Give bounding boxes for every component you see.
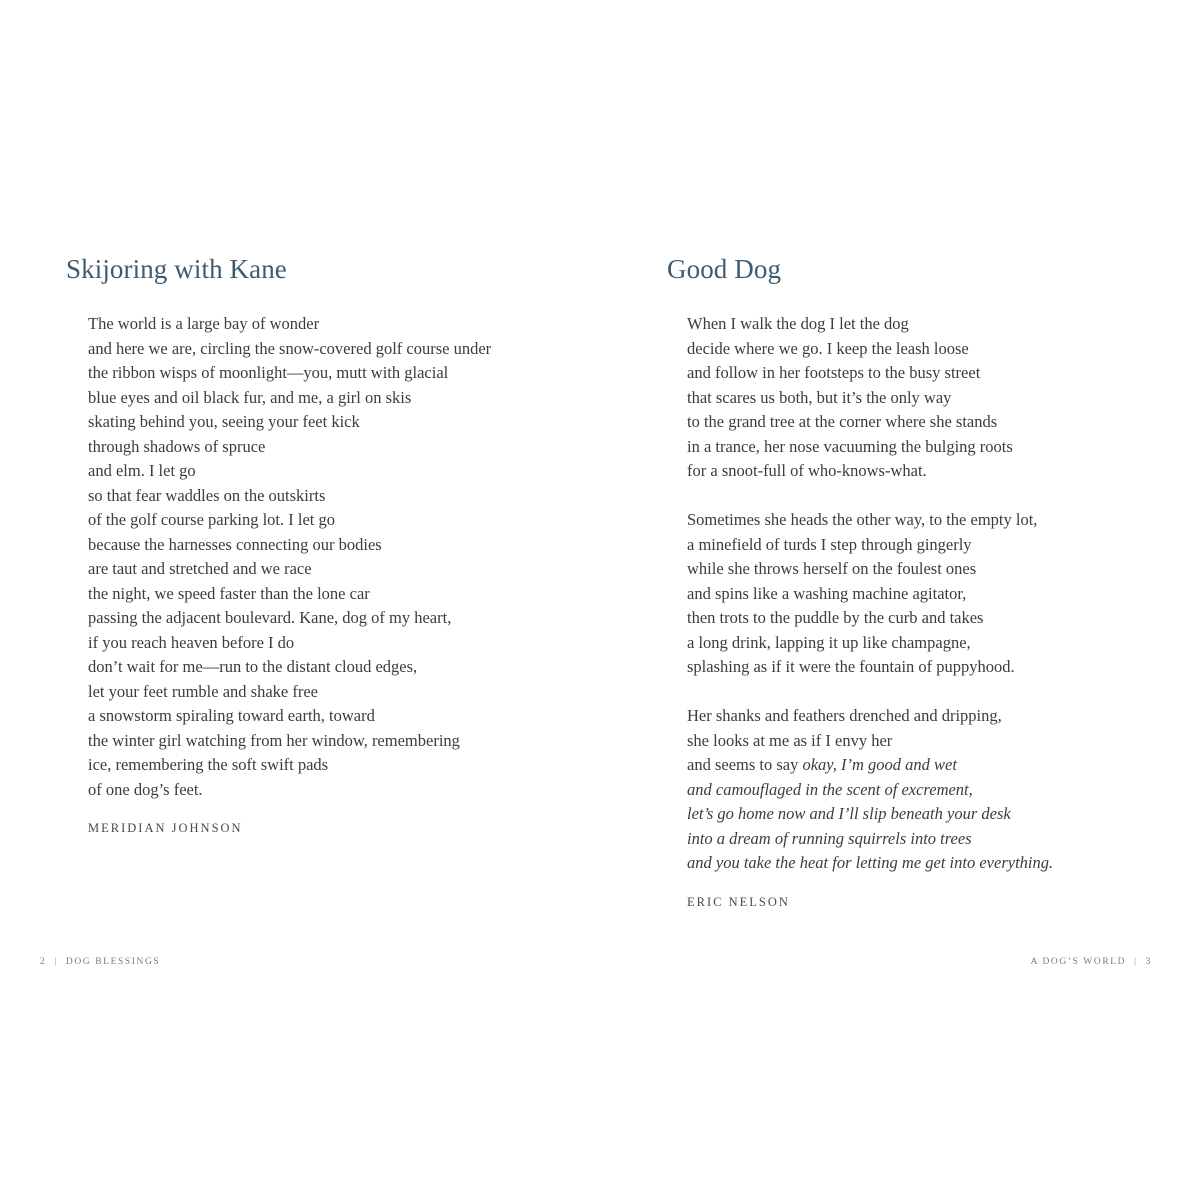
- poem-line: and elm. I let go: [88, 461, 196, 480]
- poem-line: then trots to the puddle by the curb and takes: [687, 608, 984, 627]
- poem-title: Good Dog: [667, 254, 782, 284]
- poem-line: and follow in her footsteps to the busy street: [687, 363, 981, 382]
- poem-body: [88, 312, 491, 802]
- poem-line: Sometimes she heads the other way, to the empty lot,: [687, 510, 1038, 529]
- poem-line: she looks at me as if I envy her: [687, 730, 893, 750]
- poem-line: to the grand tree at the corner where she stands: [687, 412, 998, 431]
- poem-line: let your feet rumble and shake free: [88, 681, 318, 701]
- poem-line: a minefield of turds I step through gingerly: [687, 534, 972, 554]
- poem-line: When I walk the dog I let the dog: [687, 314, 909, 333]
- poem-line: a long drink, lapping it up like champagne,: [687, 632, 971, 652]
- running-head: A DOG’S WORLD: [1030, 957, 1127, 967]
- poem-line: that scares us both, but it’s the only way: [687, 387, 952, 407]
- stanza-break: [687, 680, 1053, 705]
- poem-line: blue eyes and oil black fur, and me, a girl on skis: [88, 387, 412, 407]
- poem-line: Her shanks and feathers drenched and dripping,: [687, 706, 1002, 725]
- poem-line: are taut and stretched and we race: [88, 559, 312, 578]
- poem-line: and spins like a washing machine agitator,: [687, 583, 967, 603]
- poem-line-roman: and seems to say: [687, 755, 803, 774]
- stanza-break: [687, 484, 1053, 509]
- running-head: DOG BLESSINGS: [65, 957, 161, 967]
- poem-line: The world is a large bay of wonder: [88, 314, 320, 333]
- poem-line: splashing as if it were the fountain of puppyhood.: [687, 657, 1015, 676]
- poem-line-italic: and you take the heat for letting me get into everything.: [687, 853, 1054, 872]
- poem-line: because the harnesses connecting our bodies: [88, 534, 382, 554]
- poem-line: while she throws herself on the foulest ones: [687, 559, 977, 578]
- poem-line-italic: okay, I’m good and wet: [802, 755, 957, 774]
- poem-body: [687, 312, 1053, 876]
- poem-line: so that fear waddles on the outskirts: [88, 485, 326, 505]
- poem-line: passing the adjacent boulevard. Kane, dog of my heart,: [88, 608, 452, 627]
- poem-line: and here we are, circling the snow-covered golf course under: [88, 338, 492, 358]
- poem-line: of one dog’s feet.: [88, 779, 203, 799]
- poem-line-italic: and camouflaged in the scent of excrement,: [687, 779, 973, 799]
- poem-line: [687, 753, 1053, 778]
- poem-author: MERIDIAN JOHNSON: [88, 821, 243, 835]
- poem-author: ERIC NELSON: [687, 895, 790, 909]
- poem-line: of the golf course parking lot. I let go: [88, 510, 335, 529]
- poem-line: ice, remembering the soft swift pads: [88, 755, 329, 774]
- poem-line: in a trance, her nose vacuuming the bulging roots: [687, 436, 1013, 456]
- poem-line: the ribbon wisps of moonlight—you, mutt with glacial: [88, 363, 449, 382]
- footer-separator: |: [54, 957, 58, 967]
- poem-line: don’t wait for me—run to the distant cloud edges,: [88, 657, 418, 676]
- page-number: 2: [40, 957, 47, 967]
- poem-line: a snowstorm spiraling toward earth, toward: [88, 706, 375, 725]
- right-page: [600, 0, 1200, 1200]
- poem-line: for a snoot-full of who-knows-what.: [687, 461, 927, 480]
- poem-line: the night, we speed faster than the lone car: [88, 583, 370, 603]
- poem-line-italic: let’s go home now and I’ll slip beneath your desk: [687, 804, 1011, 823]
- poem-line: skating behind you, seeing your feet kick: [88, 412, 360, 431]
- poem-line: the winter girl watching from her window, remembering: [88, 730, 460, 750]
- poem-title: Skijoring with Kane: [66, 254, 287, 284]
- footer-separator: |: [1134, 957, 1138, 967]
- page-footer: [1031, 957, 1152, 967]
- page-number: 3: [1145, 957, 1152, 967]
- poem-line-italic: into a dream of running squirrels into trees: [687, 828, 972, 848]
- poem-line: through shadows of spruce: [88, 436, 266, 456]
- page-footer: [40, 957, 160, 967]
- poem-line: if you reach heaven before I do: [88, 632, 295, 652]
- poem-line: decide where we go. I keep the leash loose: [687, 338, 969, 358]
